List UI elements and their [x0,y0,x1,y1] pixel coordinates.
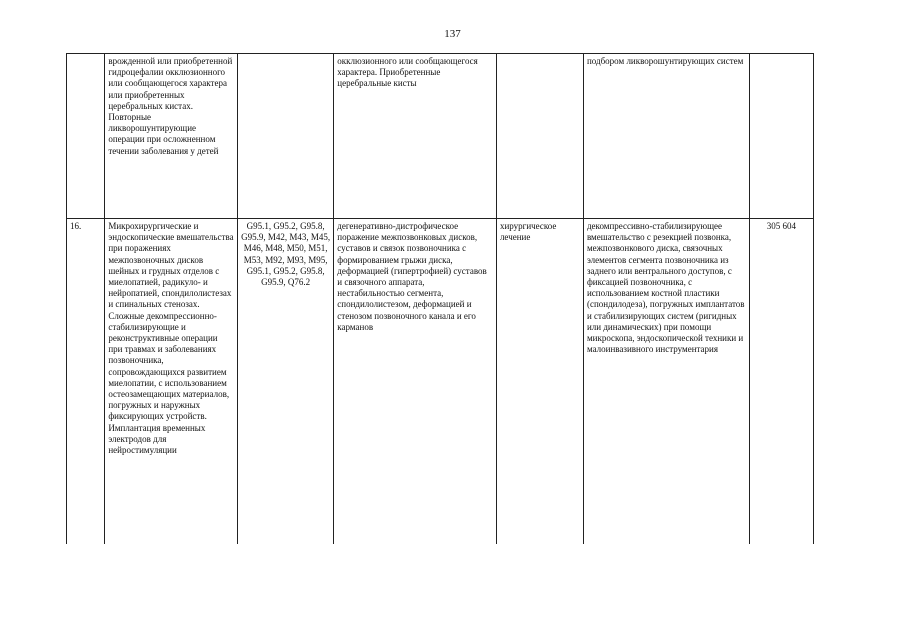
treatment-type-cell: хирургическое лечение [496,219,583,545]
procedure-name-cell: врожденной или приобретенной гидроцефалии окклюзионного или сообщающегося характера или приобретенных церебральных кистах. Повторные ликворошунтирующие операции при осложненном течении заболевания у детей [105,54,238,219]
table-row [67,54,814,219]
treatment-method-cell: декомпрессивно-стабилизирующее вмешательство с резекцией позвонка, межпозвонкового диска, связочных элементов сегмента позвоночника из заднего или вентрального доступов, с фиксацией позвоночника, с использованием костной пластики (спондилодеза), погружных имплантатов и стабилизирующих систем (ригидных или динамических) при помощи микроскопа, эндоскопической техники и малоинвазивного инструментария [583,219,749,545]
row-number-cell [67,54,105,219]
icd-codes-cell: G95.1, G95.2, G95.8, G95.9, M42, M43, M45, M46, M48, M50, M51, M53, M92, M93, M95, G95.1, G95.2, G95.8, G95.9, Q76.2 [237,219,333,545]
icd-codes-cell [237,54,333,219]
cost-cell: 305 604 [749,219,813,545]
row-number-cell: 16. [67,219,105,545]
treatment-type-cell [496,54,583,219]
cost-cell [749,54,813,219]
table-row [67,219,814,545]
procedure-name-cell: Микрохирургические и эндоскопические вмешательства при поражениях межпозвоночных дисков шейных и грудных отделов с миелопатией, радикуло- и нейропатией, спондилолистезах и спинальных стенозах. Сложные декомпрессионно-стабилизирующие и реконструктивные операции при травмах и заболеваниях позвоночника, сопровождающихся развитием миелопатии, с использованием остеозамещающих материалов, погружных и наружных фиксирующих устройств. Имплантация временных электродов для нейростимуляции [105,219,238,545]
procedures-table [66,53,814,544]
patient-model-cell: дегенеративно-дистрофическое поражение межпозвонковых дисков, суставов и связок позвоночника с формированием грыжи диска, деформацией (гипертрофией) суставов и связочного аппарата, нестабильностью сегмента, спондилолистезом, деформацией и стенозом позвоночного канала и его карманов [334,219,497,545]
patient-model-cell: окклюзионного или сообщающегося характера. Приобретенные церебральные кисты [334,54,497,219]
treatment-method-cell: подбором ликворошунтирующих систем [583,54,749,219]
page-number: 137 [444,28,461,40]
